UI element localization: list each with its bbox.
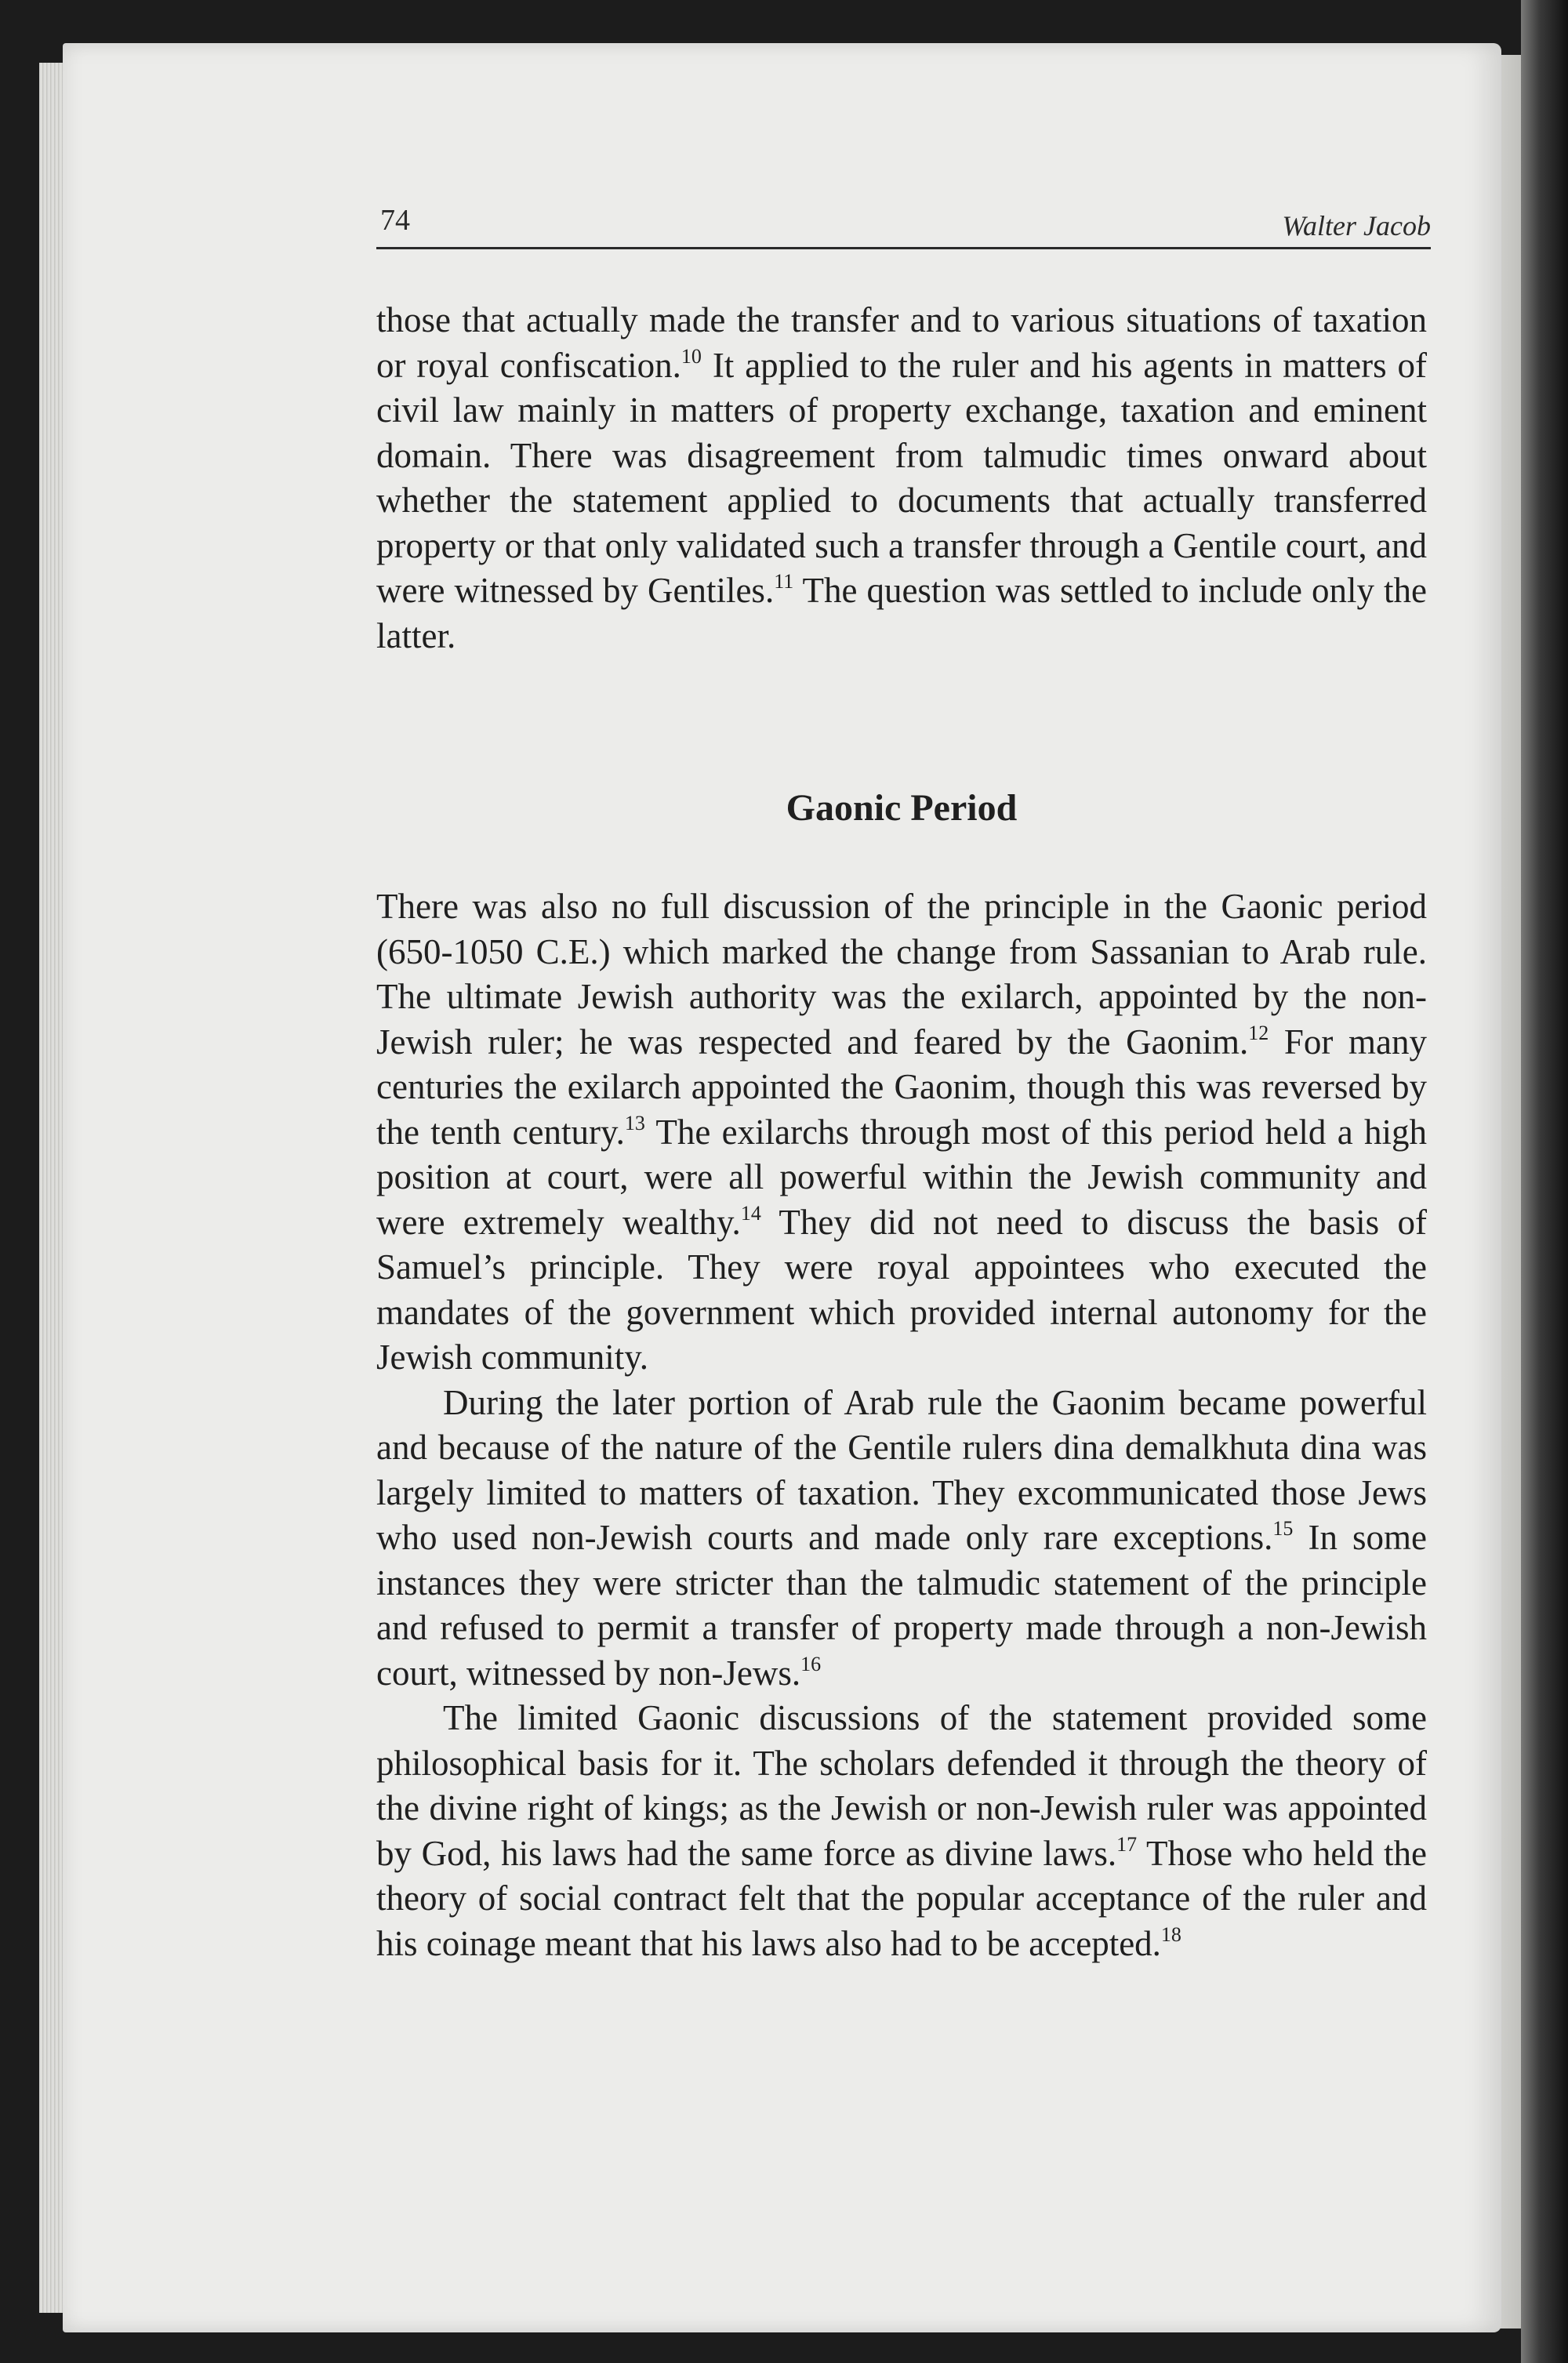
footnote-ref: 12 <box>1248 1021 1269 1044</box>
body-text-top <box>376 298 1427 659</box>
page-header <box>376 200 1431 249</box>
footnote-ref: 18 <box>1160 1922 1181 1946</box>
paragraph: The limited Gaonic discussions of the statement provided some philosophical basis for it. The scholars defended it through the theory of the divine right of kings; as the Jewish or non-Jewish ruler was appointed by God, his laws had the same force as divine laws.$^{17}$ Those who held the theory of social contract felt that the popular acceptance of the ruler and his coinage meant that his laws also had to be accepted.$^{18}$ <box>376 1698 1427 1963</box>
paragraph: those that actually made the transfer and to various situations of taxation or royal confiscation.$^{10}$ It applied to the ruler and his agents in matters of civil law mainly in matters of property exchange, taxation and eminent domain. There was disagreement from talmudic times onward about whether the statement applied to documents that actually transferred property or that only validated such a transfer through a Gentile court, and were witnessed by Gentiles.$^{11}$ The question was settled to include only the latter. <box>376 300 1427 655</box>
running-head-author: Walter Jacob <box>1282 210 1431 241</box>
paragraph: There was also no full discussion of the principle in the Gaonic period (650-1050 C.E.) which marked the change from Sassanian to Arab rule. The ultimate Jewish authority was the exilarch, appointed by the non-Jewish ruler; he was respected and feared by the Gaonim.$^{12}$ For many centuries the exilarch appointed the Gaonim, though this was reversed by the tenth century.$^{13}$ The exilarchs through most of this period held a high position at court, were all powerful within the Jewish community and were extremely wealthy.$^{14}$ They did not need to discuss the basis of Samuel’s principle. They were royal appointees who executed the mandates of the government which provided internal autonomy for the Jewish community. <box>376 887 1427 1377</box>
paragraph: During the later portion of Arab rule the Gaonim became powerful and because of the nature of the Gentile rulers dina demalkhuta dina was largely limited to matters of taxation. They excommunicated those Jews who used non-Jewish courts and made only rare exceptions.$^{15}$ In some instances they were stricter than the talmudic statement of the principle and refused to permit a transfer of property made through a non-Jewish court, witnessed by non-Jews.$^{16}$ <box>376 1382 1427 1693</box>
body-text-section <box>376 884 1427 1966</box>
footnote-ref: 14 <box>740 1201 761 1225</box>
footnote-ref: 17 <box>1116 1832 1138 1856</box>
footnote-ref: 11 <box>774 570 794 593</box>
footnote-ref: 16 <box>800 1652 822 1675</box>
section-heading: Gaonic Period <box>786 787 1018 829</box>
footnote-ref: 15 <box>1272 1517 1294 1540</box>
book-edge <box>1521 0 1568 2363</box>
footnote-ref: 10 <box>681 344 702 368</box>
page-number: 74 <box>380 204 410 237</box>
footnote-ref: 13 <box>624 1111 645 1134</box>
